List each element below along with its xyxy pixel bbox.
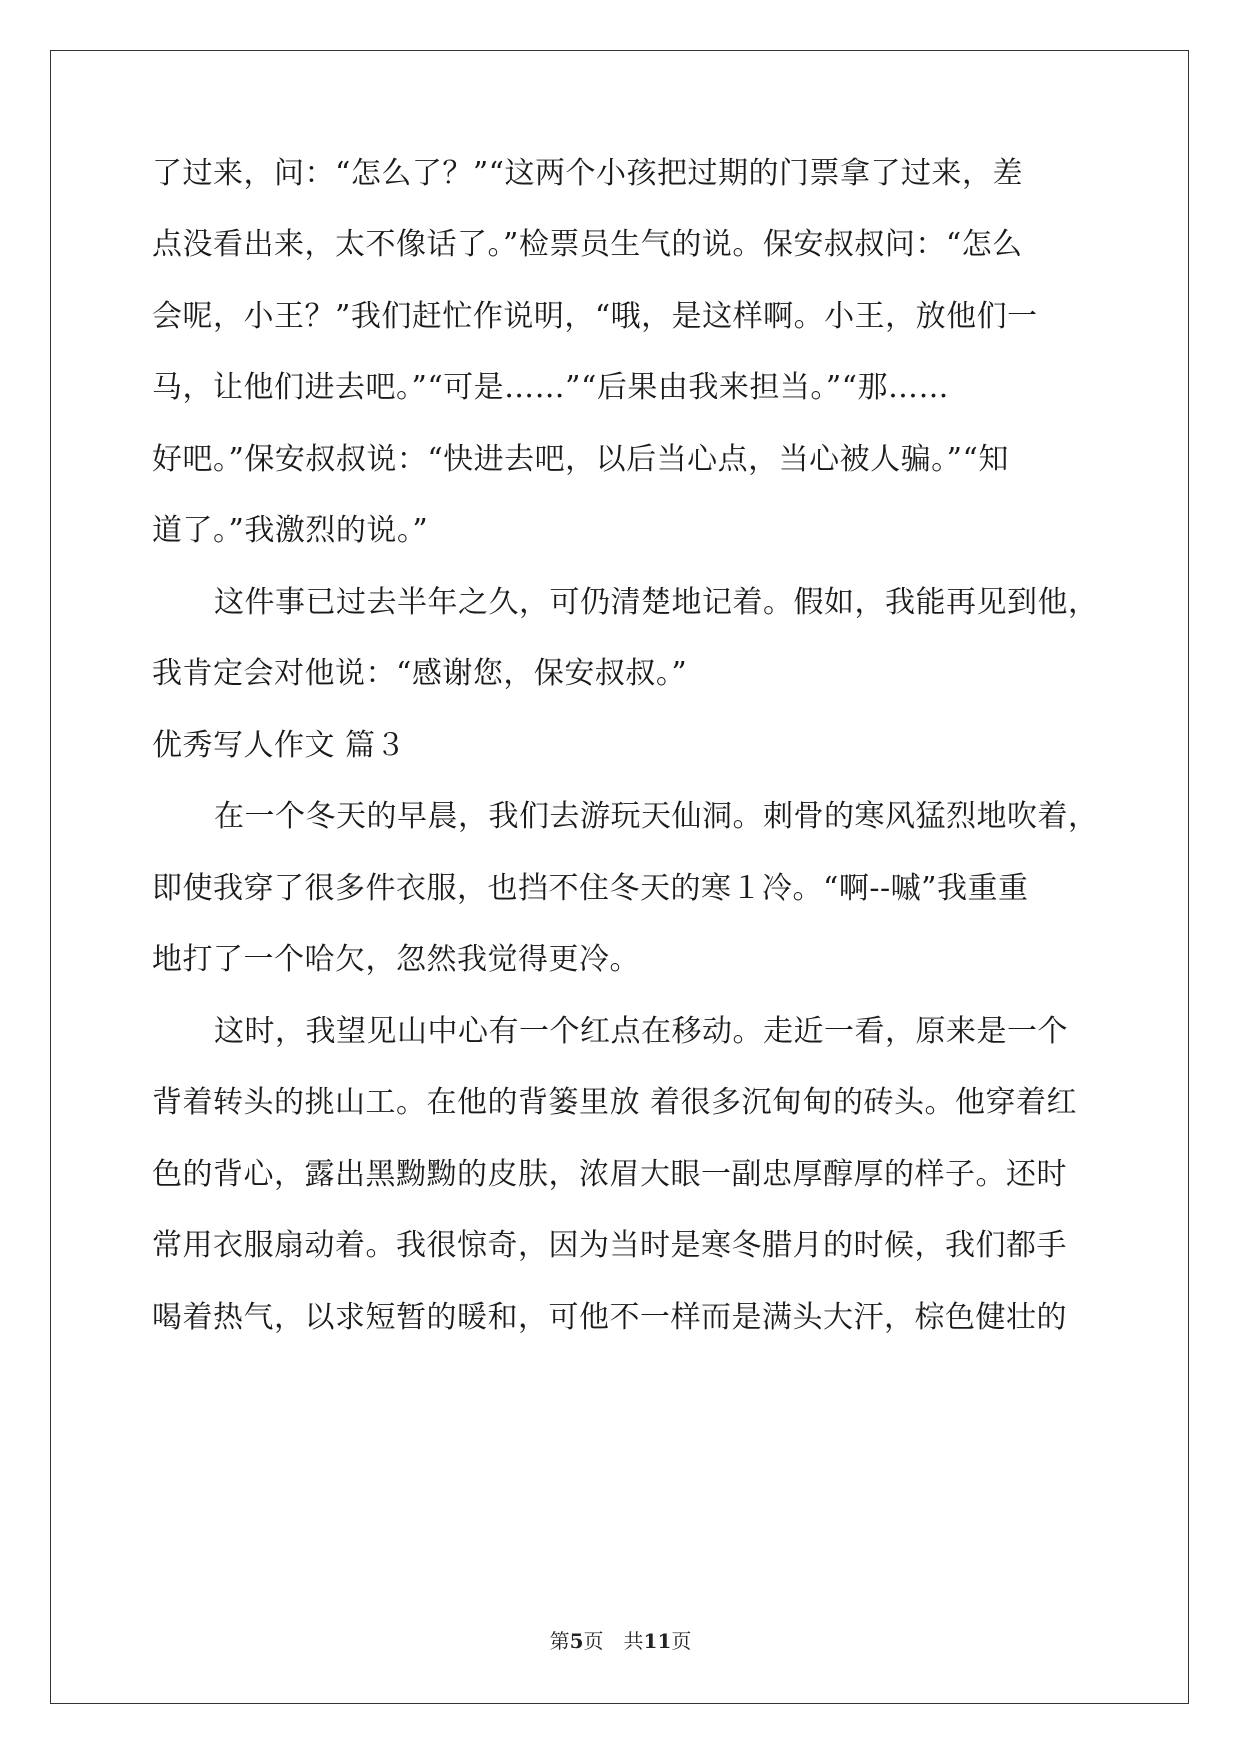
text-line: 道了。”我激烈的说。” [152,513,429,548]
footer-middle: 页 共 [583,1629,644,1653]
text-line: 即使我穿了很多件衣服，也挡不住冬天的寒１冷。“啊--嘁”我重重 [152,871,1029,906]
text-line: 地打了一个哈欠，忽然我觉得更冷。 [152,942,640,977]
text-line: 马，让他们进去吧。”“可是……”“后果由我来担当。”“那…… [152,370,950,405]
footer-suffix: 页 [671,1629,692,1653]
footer-prefix: 第 [549,1629,570,1653]
paragraph-start-line: 这件事已过去半年之久，可仍清楚地记着。假如，我能再见到他， [214,585,1099,620]
footer-total-pages: 11 [643,1629,672,1653]
footer-page-number: 5 [569,1629,584,1653]
text-line: 了过来，问：“怎么了？”“这两个小孩把过期的门票拿了过来，差 [152,156,1024,191]
text-line: 我肯定会对他说：“感谢您，保安叔叔。” [152,656,688,691]
text-line: 常用衣服扇动着。我很惊奇，因为当时是寒冬腊月的时候，我们都手 [152,1228,1067,1263]
text-line: 背着转头的挑山工。在他的背篓里放 着很多沉甸甸的砖头。他穿着红 [152,1085,1078,1120]
section-heading: 优秀写人作文 篇３ [152,728,407,763]
text-line: 色的背心，露出黑黝黝的皮肤，浓眉大眼一副忠厚醇厚的样子。还时 [152,1157,1067,1192]
text-line: 喝着热气，以求短暂的暖和，可他不一样而是满头大汗，棕色健壮的 [152,1300,1067,1335]
paragraph-start-line: 这时，我望见山中心有一个红点在移动。走近一看，原来是一个 [214,1014,1068,1049]
text-line: 好吧。”保安叔叔说：“快进去吧，以后当心点，当心被人骗。”“知 [152,442,1009,477]
text-line: 会呢，小王？”我们赶忙作说明，“哦，是这样啊。小王，放他们一 [152,299,1038,334]
text-line: 点没看出来，太不像话了。”检票员生气的说。保安叔叔问：“怎么 [152,227,1023,262]
paragraph-start-line: 在一个冬天的早晨，我们去游玩天仙洞。刺骨的寒风猛烈地吹着， [214,799,1099,834]
page-footer [0,1628,1241,1654]
